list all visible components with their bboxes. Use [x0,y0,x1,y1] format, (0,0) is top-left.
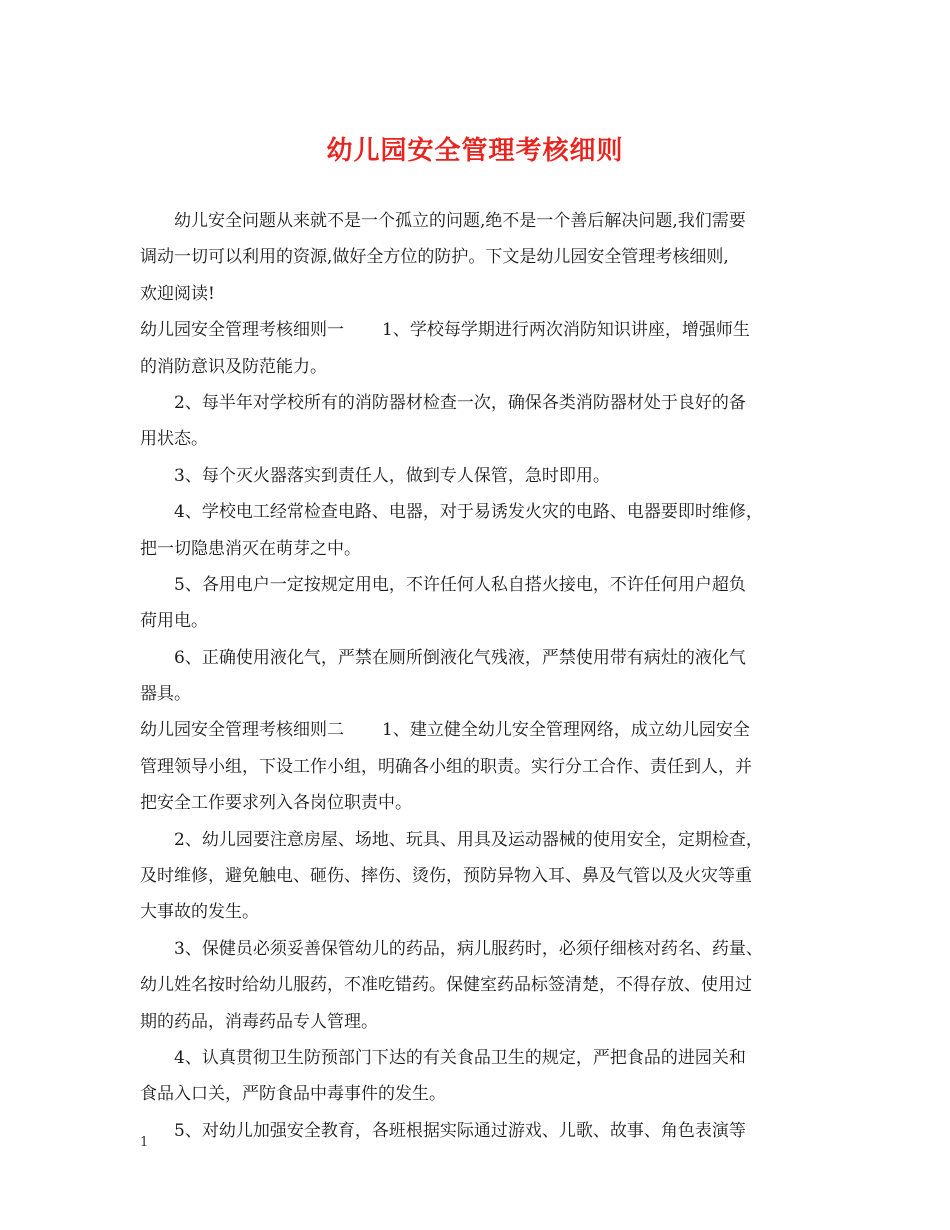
section-heading-line [140,712,812,748]
text-line: 欢迎阅读! [140,283,215,304]
text-line: 4、学校电工经常检查电路、电器，对于易诱发火灾的电路、电器要即时维修， [174,502,763,523]
document-body [140,203,812,1149]
text-line: 把安全工作要求列入各岗位职责中。 [140,793,412,814]
text-line: 3、每个灭火器落实到责任人，做到专人保管，急时即用。 [174,465,610,486]
text-line: 的消防意识及防范能力。 [140,356,327,377]
document-title: 幼儿园安全管理考核细则 [326,136,624,166]
text-segment: 1、建立健全幼儿安全管理网络，成立幼儿园安全 [382,720,750,741]
page-number: 1 [140,1135,149,1150]
section-heading: 幼儿园安全管理考核细则一 [140,320,344,341]
text-line: 5、对幼儿加强安全教育，各班根据实际通过游戏、儿歌、故事、角色表演等 [174,1120,746,1141]
text-line: 及时维修，避免触电、砸伤、摔伤、烫伤，预防异物入耳、鼻及气管以及火灾等重 [140,866,752,887]
text-line: 6、正确使用液化气，严禁在厕所倒液化气残液，严禁使用带有病灶的液化气 [174,647,746,668]
text-line: 5、各用电户一定按规定用电，不许任何人私自搭火接电，不许任何用户超负 [174,574,746,595]
text-line: 幼儿安全问题从来就不是一个孤立的问题,绝不是一个善后解决问题,我们需要 [174,211,746,231]
text-line: 荷用电。 [140,611,208,632]
text-line: 器具。 [140,684,191,705]
text-line: 调动一切可以利用的资源,做好全方位的防护。下文是幼儿园安全管理考核细则, [140,247,729,268]
text-line: 大事故的发生。 [140,902,259,923]
text-segment: 1、学校每学期进行两次消防知识讲座，增强师生 [382,320,750,341]
text-line: 期的药品，消毒药品专人管理。 [140,1011,378,1032]
text-line: 幼儿姓名按时给幼儿服药，不准吃错药。保健室药品标签清楚，不得存放、使用过 [140,975,752,996]
text-line: 2、幼儿园要注意房屋、场地、玩具、用具及运动器械的使用安全，定期检查， [174,829,763,850]
text-line: 管理领导小组，下设工作小组，明确各小组的职责。实行分工合作、责任到人，并 [140,756,752,777]
text-line: 4、认真贯彻卫生防预部门下达的有关食品卫生的规定，严把食品的进园关和 [174,1047,746,1068]
text-line: 2、每半年对学校所有的消防器材检查一次，确保各类消防器材处于良好的备 [174,392,746,413]
text-line: 把一切隐患消灭在萌芽之中。 [140,538,361,559]
section-heading: 幼儿园安全管理考核细则二 [140,720,344,741]
text-line: 食品入口关，严防食品中毒事件的发生。 [140,1084,446,1105]
text-line: 3、保健员必须妥善保管幼儿的药品，病儿服药时，必须仔细核对药名、药量、 [174,938,763,959]
section-heading-line [140,312,812,348]
text-line: 用状态。 [140,429,208,450]
